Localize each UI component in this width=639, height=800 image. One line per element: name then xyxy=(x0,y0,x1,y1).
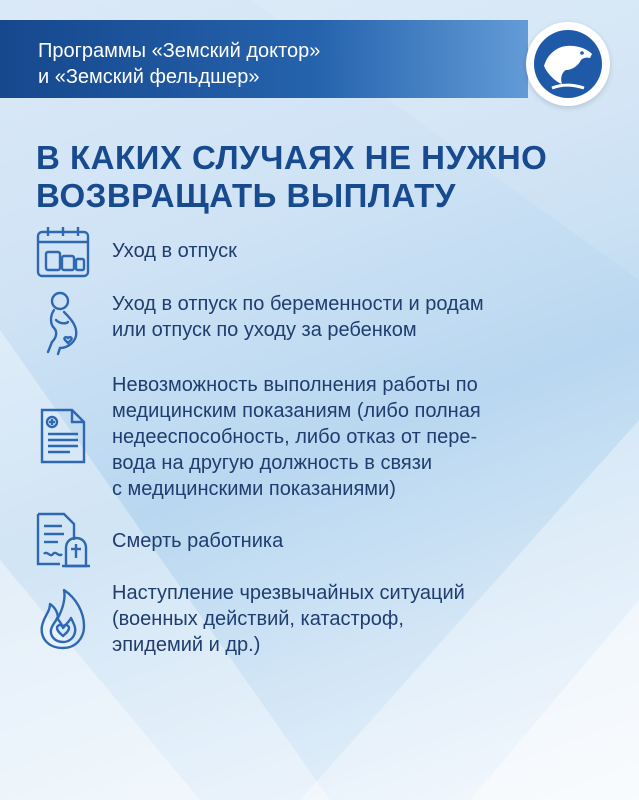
calendar-luggage-icon xyxy=(34,224,92,282)
medical-document-icon xyxy=(38,406,88,466)
page-heading-line-1: В КАКИХ СЛУЧАЯХ НЕ НУЖНО xyxy=(36,139,548,176)
program-title-line-2: и «Земский фельдшер» xyxy=(38,66,260,88)
item-3-line-5: с медицинскими показаниями) xyxy=(112,478,396,500)
fire-icon xyxy=(36,588,90,652)
death-certificate-icon xyxy=(34,510,94,570)
item-3-line-1: Невозможность выполнения работы по xyxy=(112,374,478,396)
list-item xyxy=(112,238,617,264)
bear-logo-icon xyxy=(526,22,610,106)
item-2-line-2: или отпуск по уходу за ребенком xyxy=(112,319,417,341)
item-4-line-1: Смерть работника xyxy=(112,530,284,552)
page-heading-line-2: ВОЗВРАЩАТЬ ВЫПЛАТУ xyxy=(36,177,456,214)
list-item xyxy=(112,372,617,502)
pregnant-woman-icon xyxy=(38,290,88,356)
item-5-line-3: эпидемий и др.) xyxy=(112,634,261,656)
item-5-line-2: (военных действий, катастроф, xyxy=(112,608,404,630)
list-item xyxy=(112,528,617,554)
list-item xyxy=(112,580,617,658)
item-3-line-4: вода на другую должность в связи xyxy=(112,452,433,474)
item-1-line-1: Уход в отпуск xyxy=(112,240,237,262)
item-2-line-1: Уход в отпуск по беременности и родам xyxy=(112,293,484,315)
program-title xyxy=(38,38,320,90)
item-5-line-1: Наступление чрезвычайных ситуаций xyxy=(112,582,465,604)
page-heading xyxy=(36,139,616,215)
item-3-line-2: медицинским показаниям (либо полная xyxy=(112,400,481,422)
list-item xyxy=(112,291,617,343)
item-3-line-3: недееспособность, либо отказ от пере- xyxy=(112,426,478,448)
program-title-line-1: Программы «Земский доктор» xyxy=(38,40,321,62)
